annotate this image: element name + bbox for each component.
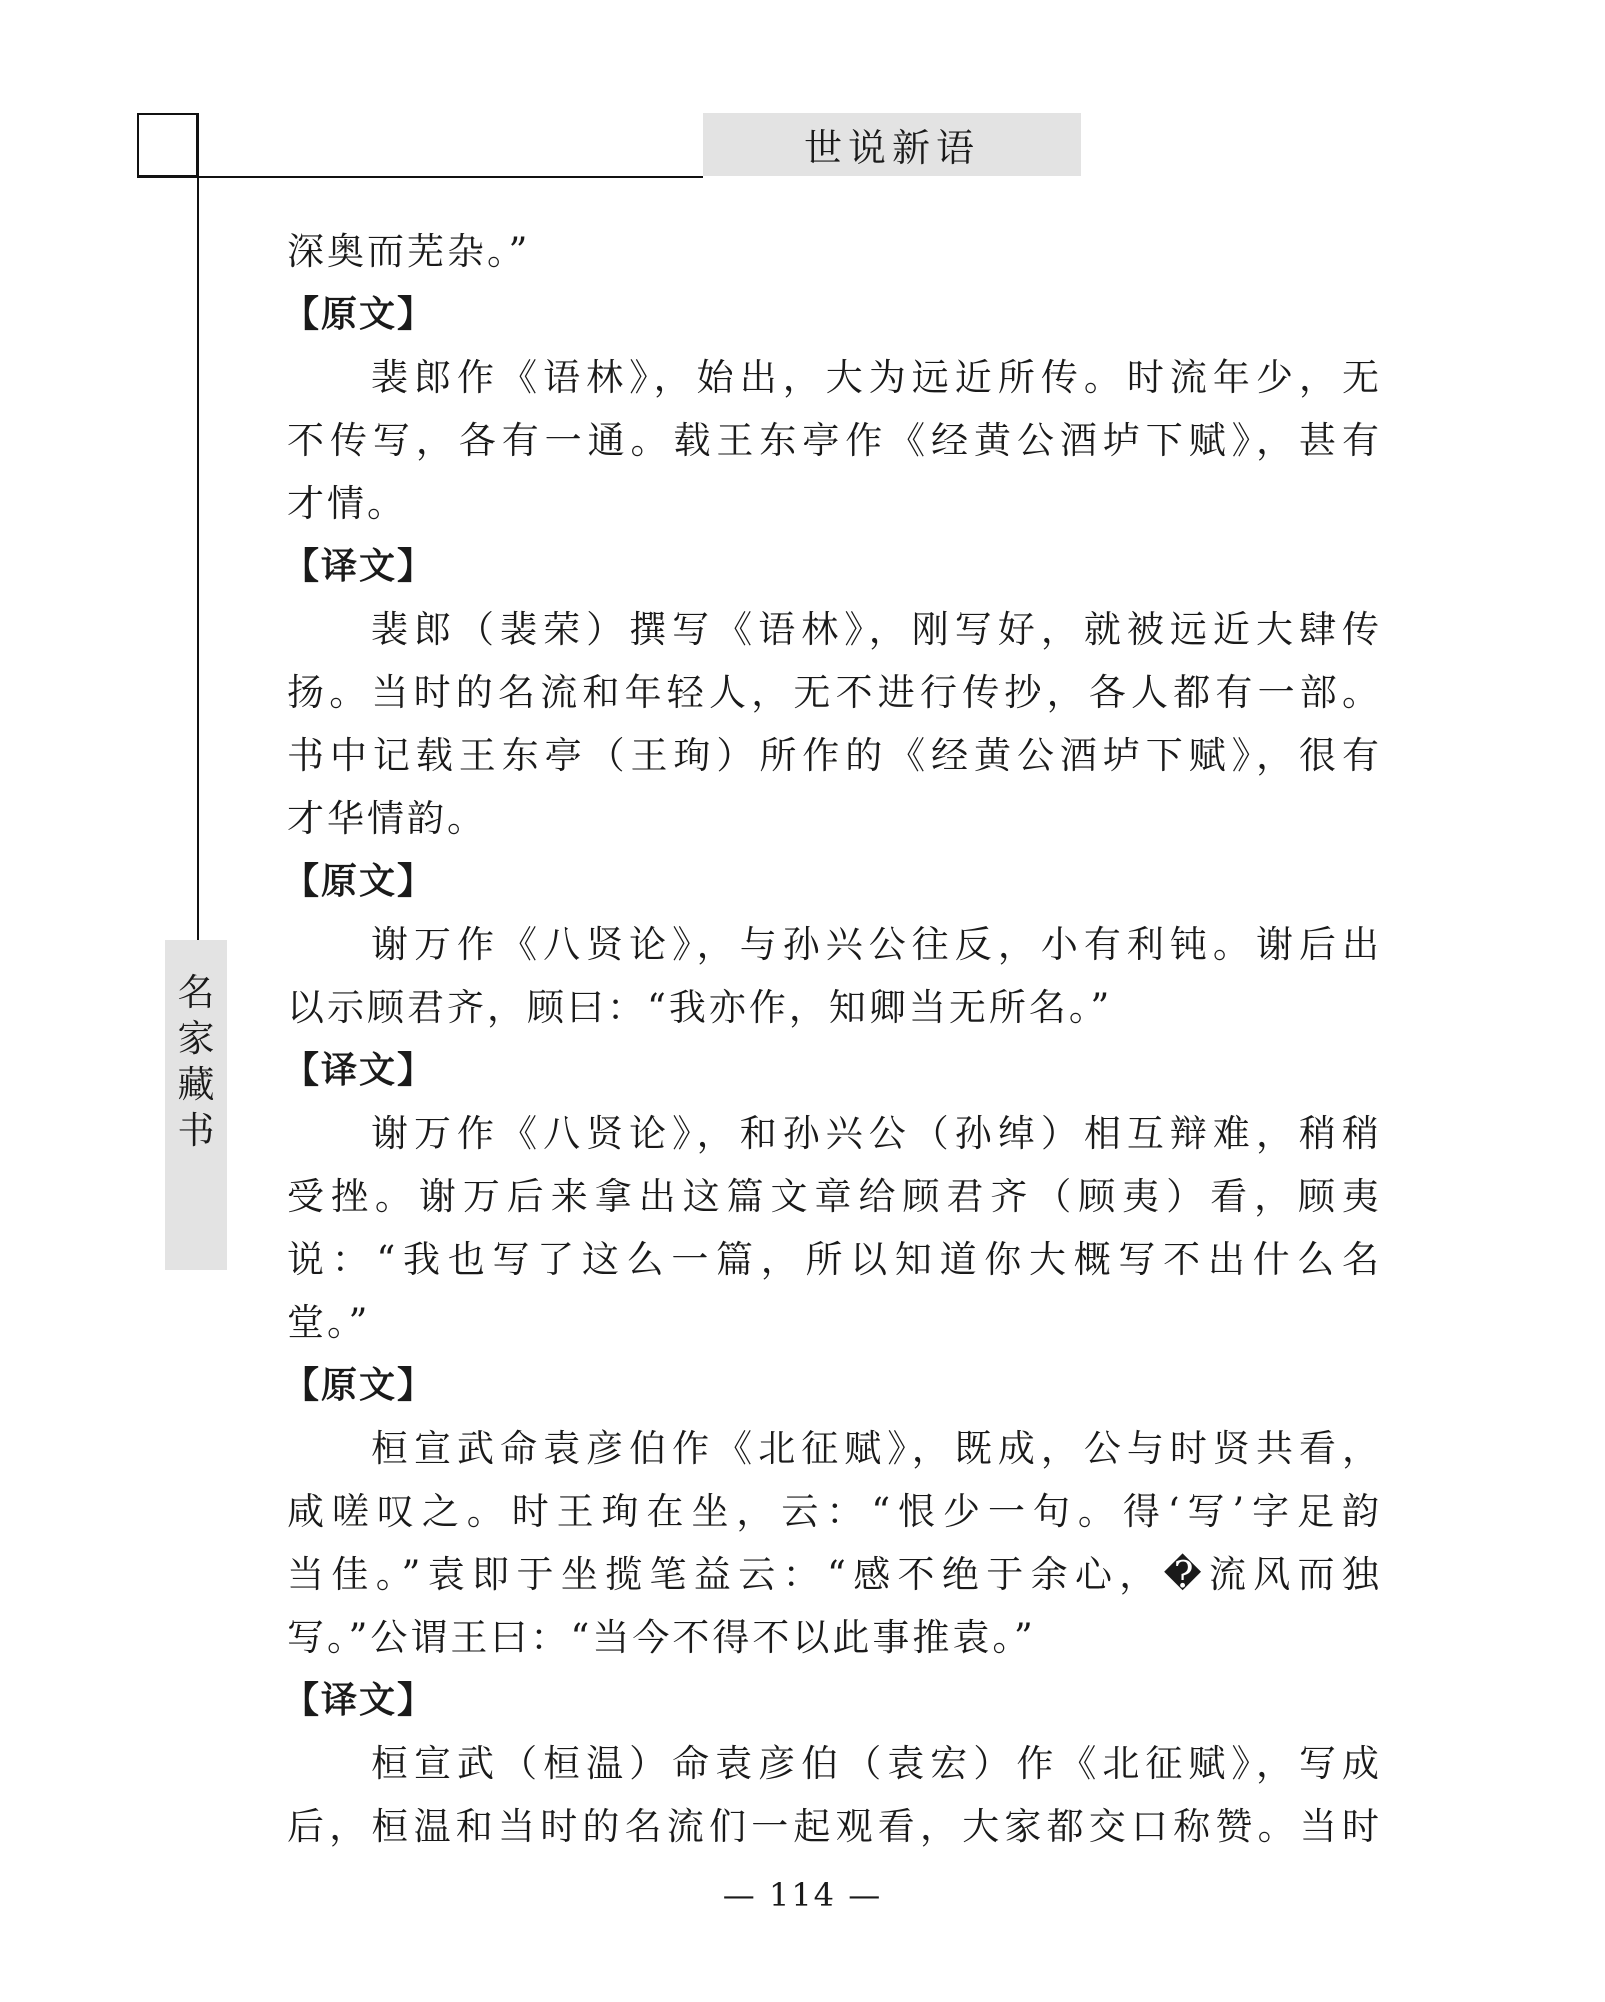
text-line: 咸嗟叹之。时王珣在坐，云：“恨少一句。得‘写’字足韵 bbox=[287, 1490, 1382, 1533]
text-line: 裴郎（裴荣）撰写《语林》，刚写好，就被远近大肆传 bbox=[371, 608, 1382, 651]
header-corner-box bbox=[137, 113, 198, 177]
text-line: 写。”公谓王曰：“当今不得不以此事推袁。” bbox=[287, 1616, 1036, 1659]
text-line: 堂。” bbox=[287, 1301, 371, 1344]
margin-rule bbox=[197, 113, 199, 943]
text-line: 谢万作《八贤论》，与孙兴公往反，小有利钝。谢后出 bbox=[371, 923, 1382, 966]
running-header-title: 世说新语 bbox=[703, 113, 1081, 176]
side-tab-char: 藏 bbox=[177, 1063, 215, 1106]
text-line: 谢万作《八贤论》，和孙兴公（孙绰）相互辩难，稍稍 bbox=[371, 1112, 1382, 1155]
text-line: 以示顾君齐，顾曰：“我亦作，知卿当无所名。” bbox=[287, 986, 1113, 1029]
section-heading: 【译文】 bbox=[283, 546, 436, 587]
body-text bbox=[283, 220, 1382, 1858]
side-tab-char: 家 bbox=[177, 1017, 215, 1060]
text-line: 当佳。”袁即于坐揽笔益云：“感不绝于余心，�流风而独 bbox=[287, 1553, 1382, 1596]
text-line: 书中记载王东亭（王珣）所作的《经黄公酒垆下赋》，很有 bbox=[287, 734, 1382, 777]
text-line: 才情。 bbox=[287, 482, 407, 525]
text-line: 说：“我也写了这么一篇，所以知道你大概写不出什么名 bbox=[287, 1238, 1382, 1281]
side-tab-char: 书 bbox=[177, 1109, 215, 1152]
text-line: 桓宣武（桓温）命袁彦伯（袁宏）作《北征赋》，写成 bbox=[371, 1742, 1382, 1785]
side-tab bbox=[165, 940, 227, 1270]
text-line: 扬。当时的名流和年轻人，无不进行传抄，各人都有一部。 bbox=[287, 671, 1382, 714]
text-line: 不传写，各有一通。载王东亭作《经黄公酒垆下赋》，甚有 bbox=[287, 419, 1382, 462]
page-number: — 114 — bbox=[722, 1876, 883, 1914]
header-rule bbox=[137, 176, 703, 178]
section-heading: 【原文】 bbox=[283, 1365, 436, 1406]
text-line: 受挫。谢万后来拿出这篇文章给顾君齐（顾夷）看，顾夷 bbox=[287, 1175, 1382, 1218]
side-tab-char: 名 bbox=[177, 971, 215, 1014]
text-line: 桓宣武命袁彦伯作《北征赋》，既成，公与时贤共看， bbox=[371, 1427, 1382, 1470]
text-line: 深奥而芜杂。” bbox=[287, 230, 531, 273]
text-line: 裴郎作《语林》，始出，大为远近所传。时流年少，无 bbox=[371, 356, 1382, 399]
text-line: 才华情韵。 bbox=[287, 797, 487, 840]
section-heading: 【原文】 bbox=[283, 861, 436, 902]
text-line: 后，桓温和当时的名流们一起观看，大家都交口称赞。当时 bbox=[287, 1805, 1382, 1848]
section-heading: 【译文】 bbox=[283, 1050, 436, 1091]
section-heading: 【译文】 bbox=[283, 1680, 436, 1721]
section-heading: 【原文】 bbox=[283, 294, 436, 335]
